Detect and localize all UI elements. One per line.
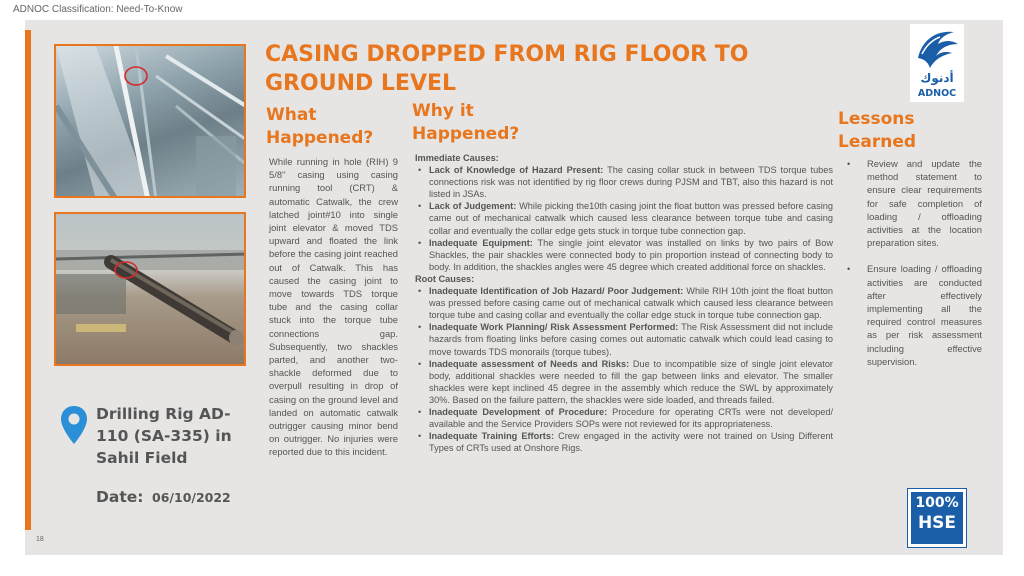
cause-text: The Risk Assessment did not include hazards from floating links before casing comes out automatic catwalk which could lead casing to move towards TDS monorails (torque tubes).: [429, 322, 833, 357]
cause-text: Procedure for operating CRTs were not developed/ available and the Service Providers SOPs were not reviewed for its appropriateness.: [429, 406, 833, 430]
location-text: Drilling Rig AD-110 (SA-335) in Sahil Field: [96, 405, 232, 467]
list-item: [415, 406, 833, 430]
lessons-list: [845, 157, 982, 368]
list-item: [415, 285, 833, 321]
lessons-learned-heading: Lessons Learned: [838, 109, 917, 152]
cause-lead: Inadequate Development of Procedure:: [429, 406, 608, 417]
page-number: 18: [36, 536, 44, 543]
immediate-causes-list: [415, 164, 833, 273]
date-value: 06/10/2022: [152, 490, 231, 505]
cause-lead: Inadequate Work Planning/ Risk Assessment Performed:: [429, 322, 679, 333]
list-item: • Ensure loading / offloading activities are conducted after effectively implementing all the required control measures as per risk assessment including effective supervision.: [845, 262, 982, 368]
date-block: [96, 487, 231, 506]
list-item: [415, 200, 833, 236]
why-happened-heading: Why it Happened?: [412, 101, 520, 144]
list-item: • Review and update the method statement to ensure clear requirements for safe completion of loading / offloading activities at the location preparation sites.: [845, 157, 982, 249]
cause-lead: Inadequate Identification of Job Hazard/ Poor Judgement:: [429, 286, 684, 297]
hse-badge: [908, 489, 966, 547]
date-label: Date:: [96, 488, 144, 506]
why-happened-content: [415, 152, 833, 454]
what-happened-text: While running in hole (RIH) 9 5/8'' casing using casing running tool (CRT) & automatic Catwalk, the crew latched joint#10 into single joint elevator & moved TDS upward and floated the link before the casing joint reached out of Catwalk. This has caused the casing joint to move towards TDS torque tube and the casing collar stuck into the torque tube connections gap. Subsequently, two shackles parted, and another two-shackle deformed due to overpull resulting in drop of casing on the ground level and landed on automatic catwalk outrigger causing minor bend on outrigger. No injuries were reported due to this incident.: [269, 156, 398, 458]
incident-photo-rig: [54, 44, 246, 198]
accent-bar: [25, 30, 31, 530]
what-happened-heading: What Happened?: [266, 105, 374, 148]
cause-text: While RIH 10th joint the float button was pressed before casing came out of mechanical catwalk which caused less clearance between torque tube and casing collar and eventually the collar edge stuck in torque tube connection gap.: [429, 286, 833, 321]
cause-text: The single joint elevator was installed on links by two pairs of Bow Shackles, the pair shackles were connected body to pin proportion instead of connecting body to body. In addition, the shackles angles were 45 degree which created additional force on shackles.: [429, 237, 833, 272]
falcon-icon: [910, 24, 964, 70]
location-block: [60, 403, 250, 473]
list-item: [415, 430, 833, 454]
cause-lead: Inadequate Training Efforts:: [429, 431, 555, 442]
root-causes-list: [415, 285, 833, 454]
list-item: [415, 358, 833, 406]
classification-label: ADNOC Classification: Need-To-Know: [13, 4, 183, 15]
lessons-learned-content: [845, 157, 982, 381]
cause-lead: Inadequate assessment of Needs and Risks:: [429, 358, 630, 369]
location-pin-icon: [60, 405, 88, 450]
list-item: [415, 321, 833, 357]
cause-lead: Lack of Knowledge of Hazard Present:: [429, 165, 604, 176]
cause-lead: Inadequate Equipment:: [429, 237, 533, 248]
logo-latin-text: ADNOC: [917, 88, 957, 99]
hse-badge-percent: 100%: [915, 495, 959, 511]
incident-photo-casing: [54, 212, 246, 366]
page-title: CASING DROPPED FROM RIG FLOOR TO GROUND LEVEL: [265, 42, 749, 96]
root-causes-heading: Root Causes:: [415, 273, 475, 284]
list-item: [415, 237, 833, 273]
list-item: [415, 164, 833, 200]
hse-badge-label: HSE: [917, 513, 957, 533]
cause-text: Crew engaged in the activity were not trained on Using Different Types of CRTs used at Onshore Rigs.: [429, 431, 834, 454]
logo-arabic-text: أدنوك: [920, 71, 954, 85]
cause-text: Due to incompatible size of single joint elevator body, additional shackles were needed to fill the gap between links and elevator. The smaller shackles were kept inclined 45 degree in the assembly which reduce the SWL by approximately 30%. Based on the failure pattern, the shackles were side loaded, and threads failed.: [429, 358, 833, 405]
cause-lead: Lack of Judgement:: [429, 201, 517, 212]
cause-text: While picking the10th casing joint the float button was pressed before casing came out of mechanical catwalk which caused less clearance between torque tube and casing collar and eventually the collar edge gets stuck in torque tube connection gap.: [429, 201, 833, 236]
cause-text: The casing collar stuck in between TDS torque tubes connections risk was not identified by rig floor crews during PJSM and TBT, also this hazard is not listed in JSAs.: [429, 165, 834, 200]
immediate-causes-heading: Immediate Causes:: [415, 153, 499, 163]
adnoc-logo: [910, 24, 964, 102]
